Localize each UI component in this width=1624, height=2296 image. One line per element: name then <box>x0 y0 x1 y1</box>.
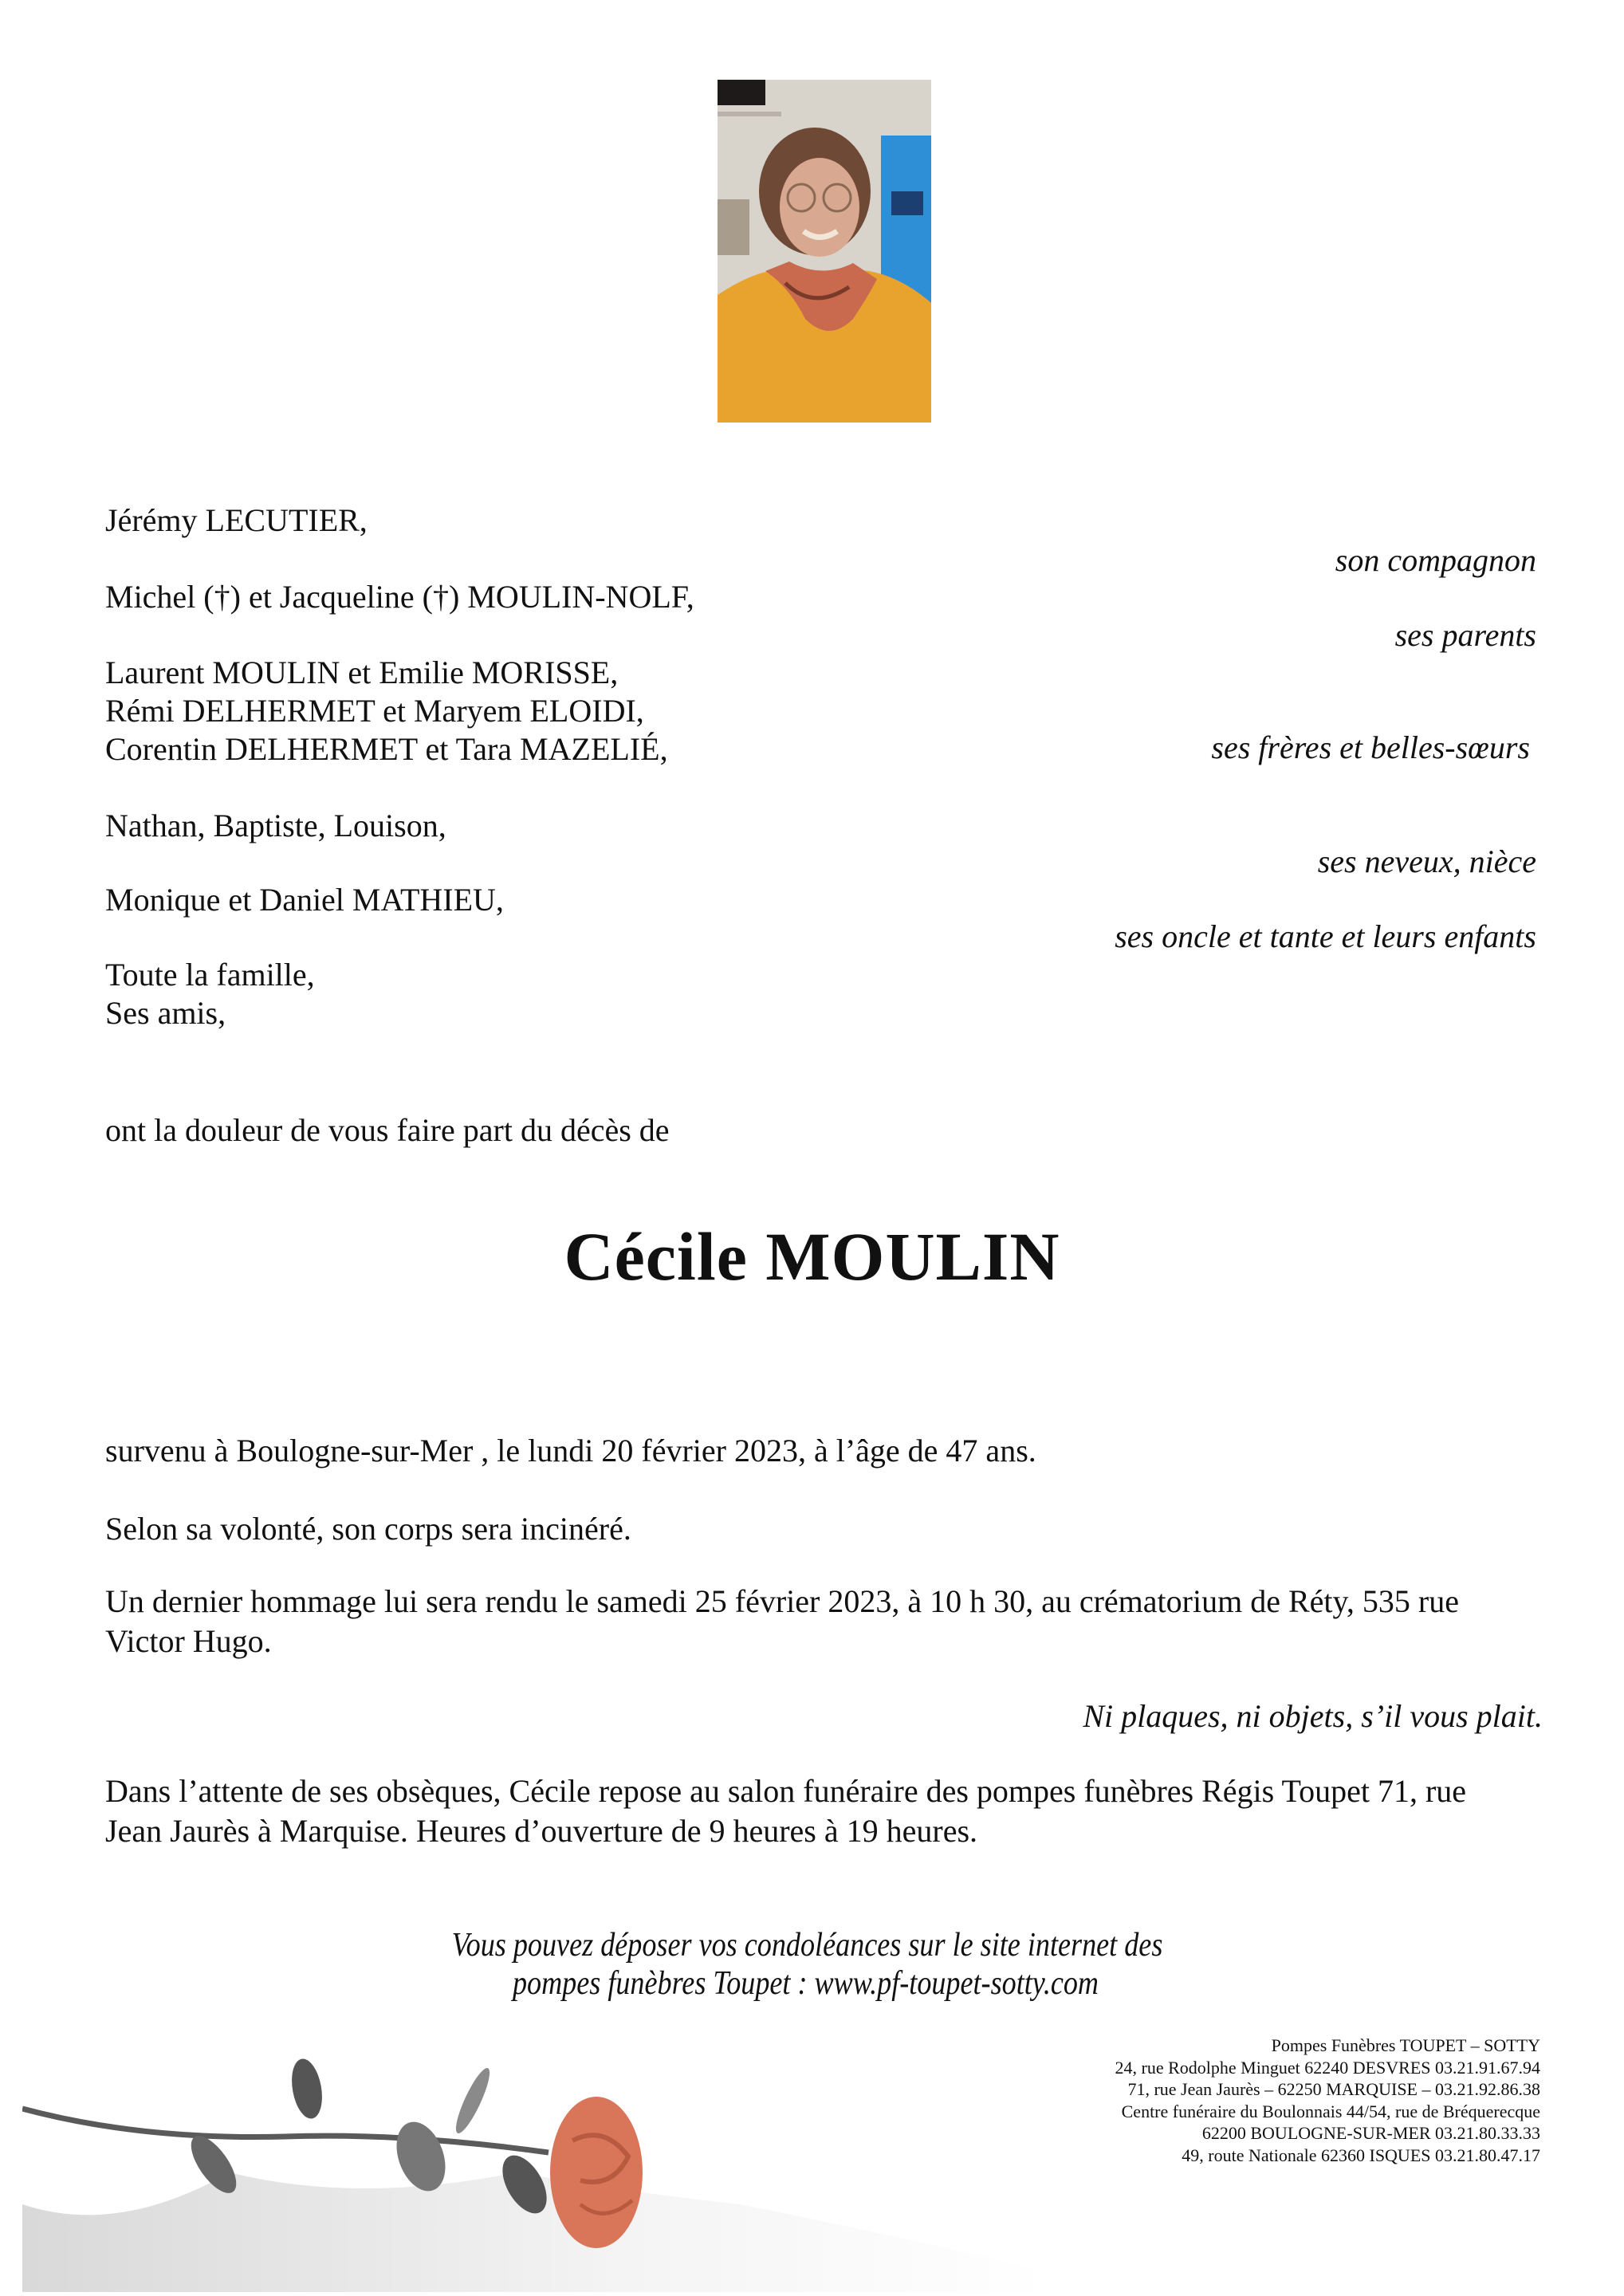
family-member-line: Nathan, Baptiste, Louison, <box>105 808 446 843</box>
funeral-home-name: Pompes Funèbres TOUPET – SOTTY <box>1271 2035 1540 2055</box>
ceremony-details-line2: Victor Hugo. <box>105 1623 272 1659</box>
family-member-line: Monique et Daniel MATHIEU, <box>105 882 504 918</box>
portrait-photo-art <box>718 80 931 423</box>
funeral-home-address: 49, route Nationale 62360 ISQUES 03.21.80.47.17 <box>1182 2145 1540 2165</box>
funeral-home-contact <box>1115 2035 1541 2166</box>
family-member-line: Laurent MOULIN et Emilie MORISSE, <box>105 655 619 690</box>
announcement-text: ont la douleur de vous faire part du décès de <box>105 1112 670 1148</box>
portrait-photo <box>718 80 931 423</box>
relationship-label: son compagnon <box>1335 542 1536 578</box>
family-member-line: Jérémy LECUTIER, <box>105 502 368 538</box>
family-member-line: Toute la famille, <box>105 957 315 993</box>
death-details: survenu à Boulogne-sur-Mer , le lundi 20 février 2023, à l’âge de 47 ans. <box>105 1433 1036 1468</box>
family-member-line: Michel (†) et Jacqueline (†) MOULIN-NOLF, <box>105 579 694 615</box>
relationship-label: ses frères et belles-sœurs <box>1211 729 1530 765</box>
family-member-line: Rémi DELHERMET et Maryem ELOIDI, <box>105 693 644 729</box>
relationship-label: ses neveux, nièce <box>1317 843 1536 879</box>
family-member-line: Corentin DELHERMET et Tara MAZELIÉ, <box>105 731 668 767</box>
relationship-label: ses parents <box>1394 617 1536 653</box>
funeral-home-address: Centre funéraire du Boulonnais 44/54, rue de Bréquerecque <box>1121 2101 1540 2121</box>
cremation-details: Selon sa volonté, son corps sera incinéré. <box>105 1511 631 1547</box>
condolences-line1: Vous pouvez déposer vos condoléances sur le site internet des <box>451 1927 1163 1964</box>
ceremony-details-line1: Un dernier hommage lui sera rendu le samedi 25 février 2023, à 10 h 30, au crématorium de Réty, 535 rue <box>105 1583 1459 1619</box>
condolences-website-line[interactable]: pompes funèbres Toupet : www.pf-toupet-sotty.com <box>512 1965 1099 2002</box>
deceased-name: Cécile MOULIN <box>564 1218 1060 1295</box>
rest-details-line1: Dans l’attente de ses obsèques, Cécile repose au salon funéraire des pompes funèbres Régis Toupet 71, rue <box>105 1773 1467 1809</box>
rose-icon <box>22 2053 1051 2292</box>
funeral-home-address: 71, rue Jean Jaurès – 62250 MARQUISE – 03.21.92.86.38 <box>1127 2079 1540 2099</box>
rest-details-line2: Jean Jaurès à Marquise. Heures d’ouverture de 9 heures à 19 heures. <box>105 1813 978 1849</box>
family-member-line: Ses amis, <box>105 995 226 1031</box>
rose-decoration <box>22 2053 1051 2292</box>
no-flowers-note: Ni plaques, ni objets, s’il vous plait. <box>1083 1698 1543 1734</box>
funeral-home-address: 62200 BOULOGNE-SUR-MER 03.21.80.33.33 <box>1201 2123 1540 2143</box>
funeral-home-address: 24, rue Rodolphe Minguet 62240 DESVRES 03.21.91.67.94 <box>1115 2057 1540 2078</box>
relationship-label: ses oncle et tante et leurs enfants <box>1115 918 1536 954</box>
